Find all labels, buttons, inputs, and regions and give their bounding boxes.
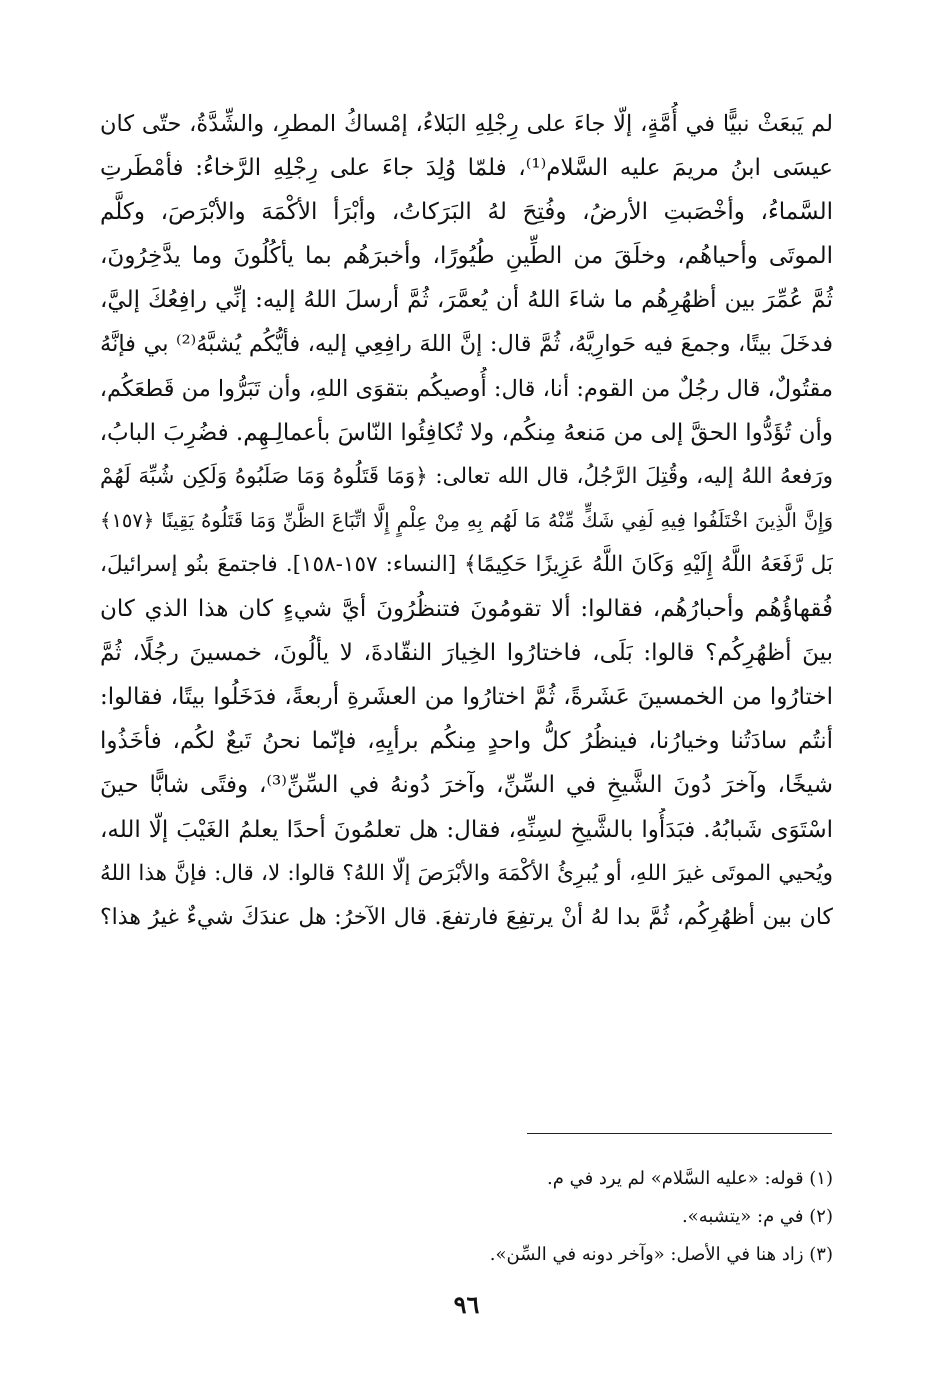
text-line: الموتَى وأحياهُم، وخلَقَ من الطِّينِ طُيُورًا، وأخبرَهُم بما يأكُلُونَ وما يدَّخِرُونَ، <box>100 243 833 270</box>
text-line: ثُمَّ عُمِّرَ بين أظهُرِهُم ما شاءَ اللهُ أن يُعمَّرَ، ثُمَّ أرسلَ اللهُ إليه: إنِّي رافِعُكَ إليَّ، <box>100 287 833 314</box>
footnotes-block <box>100 1160 833 1274</box>
footnote: (١) قوله: «عليه السَّلام» لم يرد في م. <box>546 1168 833 1189</box>
text-line: أنتُم سادَتُنا وخيارُنا، فينظُرُ كلُّ واحدٍ مِنكُم برأيِهِ، فإنّما نحنُ تَبعٌ لكُم، فأخَذُوا <box>100 728 833 755</box>
text-line: عيسَى ابنُ مريمَ عليه السَّلام⁽¹⁾، فلمّا وُلِدَ جاءَ على رِجْلِهِ الرَّخاءُ: فأمْطَرتِ <box>100 155 833 182</box>
text-line: شيخًا، وآخرَ دُونَ الشَّيخِ في السِّنِّ، وآخرَ دُونهُ في السِّنِّ⁽³⁾، وفتًى شابًّا حينَ <box>100 772 833 799</box>
text-line: بَل رَّفَعَهُ اللَّهُ إِلَيْهِ وَكَانَ اللَّهُ عَزِيزًا حَكِيمًا﴾ [النساء: ١٥٧-١٥٨]. فاجتمعَ بنُو إسرائيلَ، <box>100 551 833 577</box>
text-line: كان بين أظهُرِكُم، ثُمَّ بدا لهُ أنْ يرتفِعَ فارتفعَ. قال الآخرُ: هل عندَكَ شيءٌ غيرُ هذا؟ <box>100 904 833 930</box>
page-number: ٩٦ <box>453 1290 480 1319</box>
text-line: فدخَلَ بيتًا، وجمعَ فيه حَوارِيَّهُ، ثُمَّ قال: إنَّ اللهَ رافِعِي إليه، فأيُّكُم يُشبَّهُ⁽²⁾ بي فإنَّهُ <box>100 331 833 358</box>
text-line: وأن تُؤَدُّوا الحقَّ إلى من مَنعهُ مِنكُم، ولا تُكافِئُوا النّاسَ بأعمالِـهِم. فضُرِبَ البابُ، <box>100 419 833 446</box>
text-line: ورَفعهُ اللهُ إليه، وقُتِلَ الرَّجُلُ، قال الله تعالى: ﴿وَمَا قَتَلُوهُ وَمَا صَلَبُوهُ وَلَكِن شُبِّهَ لَهُمْ <box>100 463 833 489</box>
text-line: ويُحيي الموتَى غيرَ اللهِ، أو يُبرِئُ الأكْمَهَ والأبْرَصَ إلّا اللهُ؟ قالوا: لا، قال: فإنَّ هذا اللهُ <box>100 860 833 886</box>
text-line: اختارُوا من الخمسينَ عَشَرةً، ثُمَّ اختارُوا من العشَرةِ أربعةً، فدَخَلُوا بيتًا، فقالوا: <box>100 684 833 711</box>
text-line: وَإِنَّ الَّذِينَ اخْتَلَفُوا فِيهِ لَفِي شَكٍّ مِّنْهُ مَا لَهُم بِهِ مِنْ عِلْمٍ إِلَّا اتِّبَاعَ الظَّنِّ وَمَا قَتَلُوهُ يَقِينًا ﴿١٥٧﴾ <box>100 508 833 532</box>
text-line: اسْتَوَى شَبابُهُ. فبَدَأُوا بالشَّيخِ لسِنِّهِ، فقال: هل تعلمُونَ أحدًا يعلمُ الغَيْبَ إلّا الله، <box>100 816 833 843</box>
main-text-block <box>100 102 833 940</box>
text-line: بينَ أظهُرِكُم؟ قالوا: بَلَى، فاختارُوا الخِيارَ النقّادةَ، لا يألُونَ، خمسينَ رجُلًا، ثُمَّ <box>100 640 833 667</box>
footnote: (٣) زاد هنا في الأصل: «وآخر دونه في السِّن». <box>489 1244 833 1265</box>
footnote: (٢) في م: «يتشبه». <box>681 1206 833 1227</box>
text-line: فُقهاؤُهُم وأحبارُهُم، فقالوا: ألا تقومُونَ فتنظُرُونَ أيَّ شيءٍ كان هذا الذي كان <box>100 596 833 623</box>
text-line: السَّماءُ، وأخْصَبتِ الأرضُ، وفُتِحَ لهُ البَرَكاتُ، وأبْرَأ الأكْمَهَ والأبْرَصَ، وكلَّم <box>100 199 833 226</box>
text-line: لم يَبعَثْ نبيًّا في أُمَّةٍ، إلّا جاءَ على رِجْلِهِ البَلاءُ، إمْساكُ المطرِ، والشِّدَّةُ، حتّى كان <box>100 111 833 137</box>
text-line: مقتُولٌ، قال رجُلٌ من القوم: أنا، قال: أُوصيكُم بتقوَى اللهِ، وأن تَبَرُّوا من قَطعَكُم، <box>100 375 833 402</box>
footnote-separator <box>527 1133 832 1134</box>
